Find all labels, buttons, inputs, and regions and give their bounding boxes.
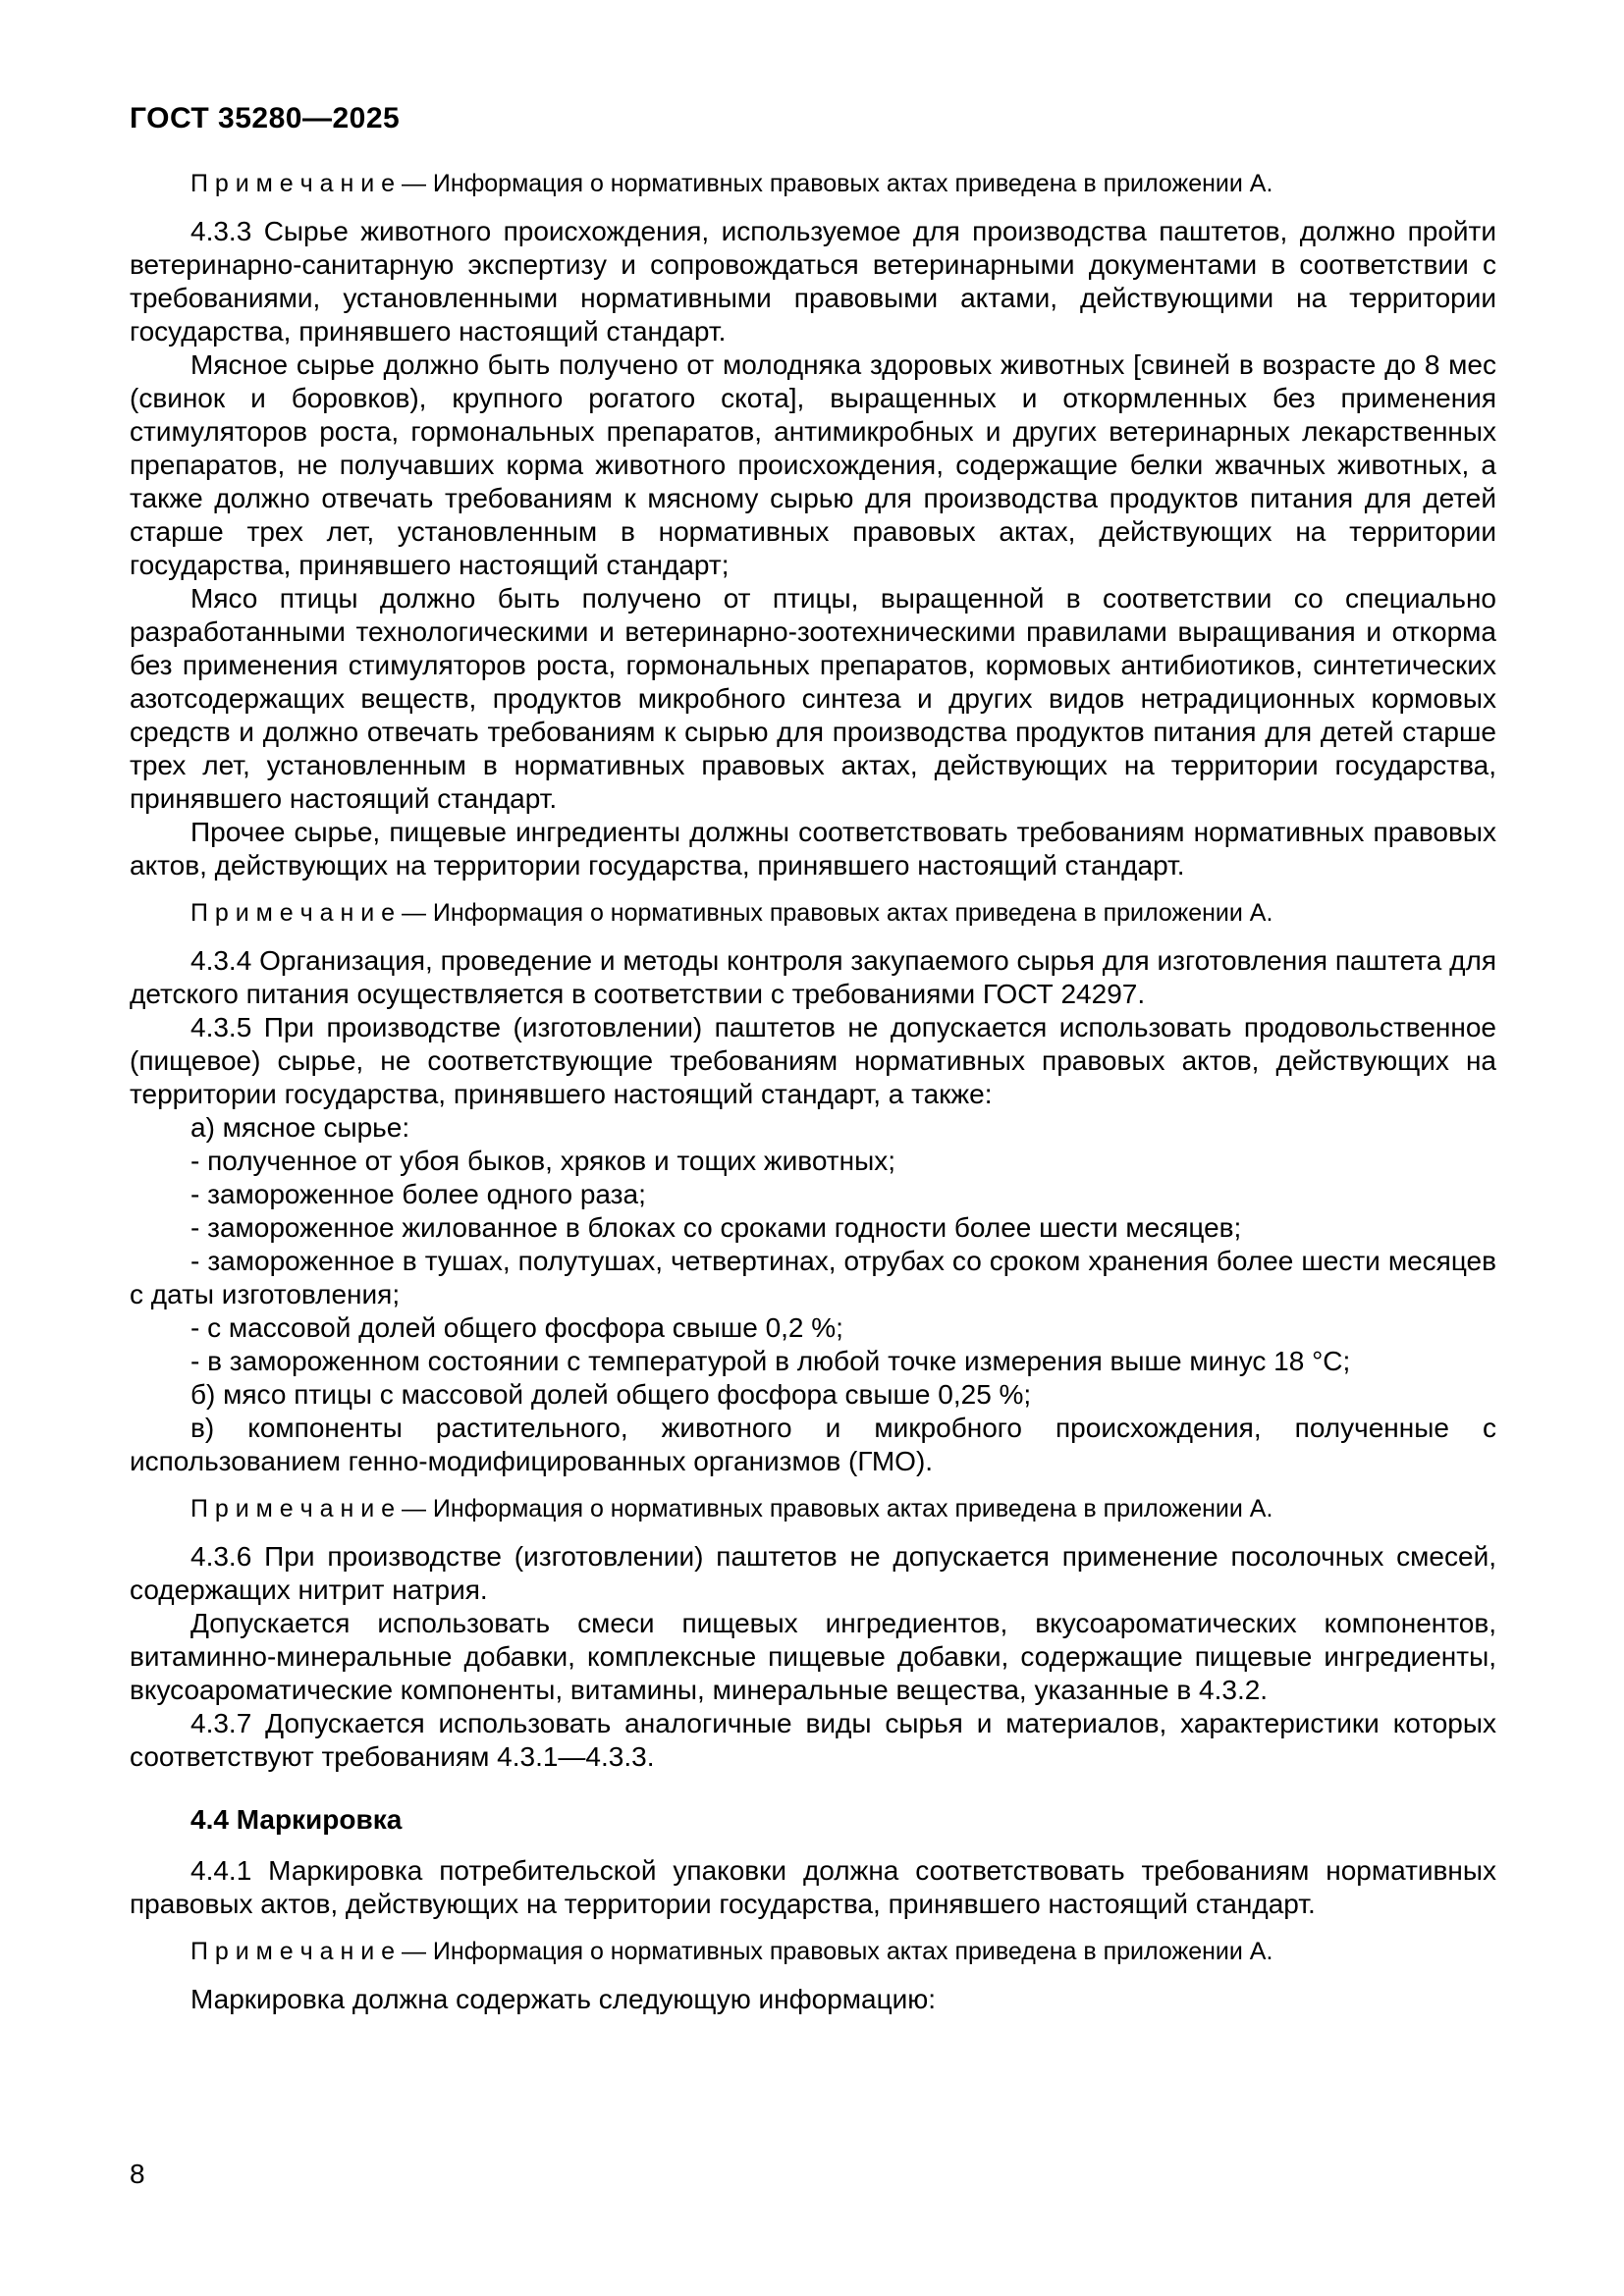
paragraph-poultry-meat: Мясо птицы должно быть получено от птицы, выращенной в соответствии со специально разработанными технологическими и ветеринарно-зоотехническими правилами выращивания и откорма без применения стимуляторов роста, гормональных препаратов, кормовых антибиотиков, синтетических азотсодержащих веществ, продуктов микробного синтеза и других видов нетрадиционных кормовых средств и должно отвечать требованиям к сырью для производства продуктов питания для детей старше трех лет, установленным в нормативных правовых актах, действующих на территории государства, принявшего настоящий стандарт. xyxy=(130,583,1496,814)
paragraph-4-3-4: 4.3.4 Организация, проведение и методы контроля закупаемого сырья для изготовления паштета для детского питания осуществляется в соответствии с требованиями ГОСТ 24297. xyxy=(130,945,1496,1009)
paragraph-other-raw: Прочее сырье, пищевые ингредиенты должны соответствовать требованиям нормативных правовых актов, действующих на территории государства, принявшего настоящий стандарт. xyxy=(130,817,1496,881)
list-item-v-gmo: в) компоненты растительного, животного и микробного происхождения, полученные с использованием генно-модифицированных организмов (ГМО). xyxy=(130,1413,1496,1476)
list-item-frozen-once: - замороженное более одного раза; xyxy=(190,1179,646,1209)
list-item-b-poultry: б) мясо птицы с массовой долей общего фосфора свыше 0,25 %; xyxy=(190,1379,1032,1410)
document-body xyxy=(130,169,1496,2016)
list-item-phosphorus: - с массовой долей общего фосфора свыше 0,2 %; xyxy=(190,1312,843,1343)
paragraph-4-4-1: 4.4.1 Маркировка потребительской упаковки должна соответствовать требованиям нормативных правовых актов, действующих на территории государства, принявшего настоящий стандарт. xyxy=(130,1855,1496,1919)
note-normative-acts-3: П р и м е ч а н и е — Информация о нормативных правовых актах приведена в приложении А. xyxy=(190,1495,1273,1522)
paragraph-4-3-5: 4.3.5 При производстве (изготовлении) паштетов не допускается использовать продовольственное (пищевое) сырье, не соответствующие требованиям нормативных правовых актов, действующих на территории государства, принявшего настоящий стандарт, а также: xyxy=(130,1012,1496,1109)
list-item-frozen-temp: - в замороженном состоянии с температурой в любой точке измерения выше минус 18 °С; xyxy=(190,1346,1351,1376)
document-code-header: ГОСТ 35280—2025 xyxy=(130,102,401,134)
list-item-slaughter: - полученное от убоя быков, хряков и тощих животных; xyxy=(190,1146,895,1176)
paragraph-4-3-3: 4.3.3 Сырье животного происхождения, используемое для производства паштетов, должно пройти ветеринарно-санитарную экспертизу и сопровождаться ветеринарными документами в соответствии с требованиями, установленными нормативными правовыми актами, действующими на территории государства, принявшего настоящий стандарт. xyxy=(130,216,1496,347)
list-item-a-meat-raw: а) мясное сырье: xyxy=(190,1112,410,1143)
note-normative-acts-4: П р и м е ч а н и е — Информация о нормативных правовых актах приведена в приложении А. xyxy=(190,1938,1273,1965)
note-normative-acts-1: П р и м е ч а н и е — Информация о нормативных правовых актах приведена в приложении А. xyxy=(190,170,1273,197)
paragraph-mixtures: Допускается использовать смеси пищевых ингредиентов, вкусоароматических компонентов, витаминно-минеральные добавки, комплексные пищевые добавки, содержащие пищевые ингредиенты, вкусоароматические компоненты, витамины, минеральные вещества, указанные в 4.3.2. xyxy=(130,1608,1496,1705)
list-item-frozen-blocks: - замороженное жилованное в блоках со сроками годности более шести месяцев; xyxy=(190,1212,1242,1243)
paragraph-4-3-6: 4.3.6 При производстве (изготовлении) паштетов не допускается применение посолочных смесей, содержащих нитрит натрия. xyxy=(130,1541,1496,1605)
paragraph-4-3-7: 4.3.7 Допускается использовать аналогичные виды сырья и материалов, характеристики которых соответствуют требованиям 4.3.1—4.3.3. xyxy=(130,1708,1496,1772)
page-number: 8 xyxy=(130,2159,145,2189)
paragraph-marking-info: Маркировка должна содержать следующую информацию: xyxy=(190,1984,937,2014)
paragraph-meat-raw: Мясное сырье должно быть получено от молодняка здоровых животных [свиней в возрасте до 8 мес (свинок и боровков), крупного рогатого скота], выращенных и откормленных без применения стимуляторов роста, гормональных препаратов, антимикробных и других ветеринарных лекарственных препаратов, не получавших корма животного происхождения, содержащие белки жвачных животных, а также должно отвечать требованиям к мясному сырью для производства продуктов питания для детей старше трех лет, установленным в нормативных правовых актах, действующих на территории государства, принявшего настоящий стандарт; xyxy=(130,349,1496,580)
section-heading-4-4: 4.4 Маркировка xyxy=(190,1804,403,1835)
list-item-frozen-carcasses: - замороженное в тушах, полутушах, четвертинах, отрубах со сроком хранения более шести месяцев с даты изготовления; xyxy=(130,1246,1496,1309)
note-normative-acts-2: П р и м е ч а н и е — Информация о нормативных правовых актах приведена в приложении А. xyxy=(190,899,1273,927)
